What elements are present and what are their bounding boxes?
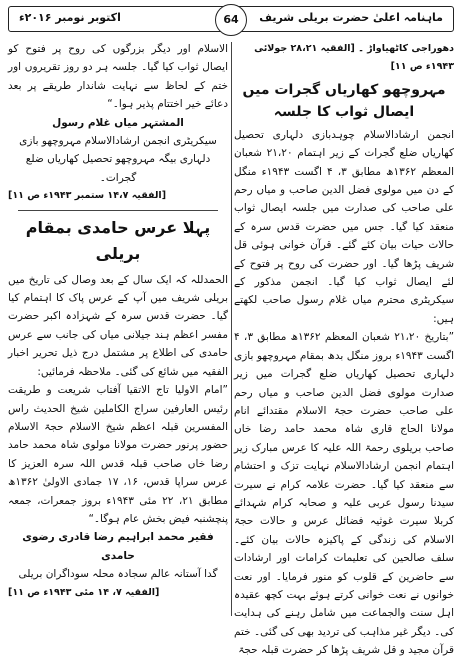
paragraph-urs-announcement: ”امام الاولیا تاج الاتقیا آفتاب شریعت و طریقت رئیس العارفین سراج الکاملین شیخ الحدیث راس المفسرین قبلہ اعظم شیخ الاسلام حجۃ الاسلام حضور پرنور حضرت مولانا مولوی شاہ محمد حامد رضا خاں صاحب قبلہ قدس اللہ سرہ العزیز کا عرس سراپا قدس، ۱۶، ۱۷ جمادی الاولیٰ ۱۳۶۲ھ مطابق ۲۱، ۲۲ مئی ۱۹۴۳ء بروز جمعرات، جمعہ پنچشنبہ فیض بخش عام ہوگا۔“ (8, 384, 228, 525)
reference-2: [الفقیہ ۷، ۱۴ مئی ۱۹۴۳ء ص ۱۱] (8, 586, 160, 598)
signature-2-name: فقیر محمد ابراہیم رضا قادری رضوی حامدی (22, 531, 214, 562)
paragraph-urs-intro: الحمدللہ کہ ایک سال کے بعد وصال کی تاریخ میں بریلی شریف میں آپ کے عرس پاک کا اہتمام کیا گیا۔ حضرت قدس سرہ کے شہزادہ اکبر حضرت مفسر اعظم ہند جیلانی میاں کی جانب سے عرس حامدی کی اطلاع پر مشتمل درج ذیل تحریر اخبار الفقیہ میں شائع کی گئی۔ ملاحظہ فرمائیں: (8, 273, 228, 378)
section-rule (18, 210, 218, 211)
magazine-title: ماہنامہ اعلیٰ حضرت بریلی شریف (259, 11, 443, 24)
paragraph-intro: انجمن ارشادالاسلام چوہدبازی دلہاری تحصیل کھاریاں ضلع گجرات کے زیر اہتمام ۲۱،۲۰ شعبان المعظم ۱۳۶۲ھ مطابق ۳، ۴ اگست ۱۹۴۳ء منگل کے دن میں مولوی فضل الدین صاحب و میاں رحم علی صاحب کی صدارت میں جلسہ ایصال ثواب منعقد کیا گیا۔ جس میں حضرت قدس سرہ کے حالات حیات بیان کئے گئے۔ قرآن خوانی ہوئی قل شریف پڑھا گیا۔ اور حضرت کی روح پر فتوح کے لئے ایصال ثواب کیا گیا۔ انجمن مذکور کے سیکریٹری محترم میاں غلام رسول صاحب لکھتے ہیں: (234, 128, 455, 325)
signature-name: المشتہر میاں غلام رسول (52, 116, 184, 129)
urs-heading: پہلا عرس حامدی بمقام بریلی (25, 217, 211, 263)
column-divider (231, 42, 232, 616)
page-header (8, 6, 454, 32)
section-heading: مہروچھو کھاریاں گجرات میں ایصال ثواب کا جلسہ (242, 81, 446, 120)
signature-title: سیکریٹری انجمن ارشادالاسلام مہروچھو بازی دلہاری بیگہ مہروچھو تحصیل کھاریاں ضلع گجرات۔ (19, 135, 217, 184)
right-column (234, 40, 455, 657)
paragraph-continuation: الاسلام اور دیگر بزرگوں کی روح پر فتوح کو ایصال ثواب کیا گیا۔ جلسہ ہر دو روز تقریروں اور ختم کے لحاظ سے نہایت شاندار طریقے پر بعد دعائے خیر اختتام پذیر ہوا۔“ (8, 43, 228, 111)
paragraph-quote: ”بتاریخ ۲۱،۲۰ شعبان المعظم ۱۳۶۲ھ مطابق ۳، ۴ اگست ۱۹۴۳ء بروز منگل بدھ بمقام مہروچھو بازی دلہاری تحصیل کھاریاں ضلع گجرات میں زیر صدارت مولوی فضل الدین صاحب و میاں رحم علی صاحب حضرت حجۃ الاسلام مقتدائے انام مولانا الحاج قاری شاہ محمد حامد رضا خاں صاحب بریلوی رحمۃ اللہ علیہ کا عرس مبارک زیر اہتمام انجمن ارشادالاسلام نہایت تزک و احتشام سے منعقد کیا گیا۔ حضرت علامہ کرام نے سیرت سیدنا رسول عربی علیہ و صحابہ کرام شہدائے کربلا سیرت غوثیہ فضائل عرس و حالات حجۃ الاسلام کی زندگی کے پاکیزہ حالات بیان کئے۔ سلف صالحین کی تعلیمات کرامات اور ارشادات سے حاضرین کے قلوب کو منور فرمایا۔ اور نعت خوانوں نے نعت خوانی کرتے ہوئے بہت کچھ عقیدہ اہل سنت والجماعت میں شامل رہنے کی ہدایت کی۔ دیگر غیر مذاہب کی تردید بھی کی گئی۔ ختم قرآن مجید و قل شریف پڑھا کر حضرت قبلہ حجۃ (234, 331, 455, 657)
signature-2-title: گدا آستانہ عالم سجادہ محلہ سوداگران بریلی (18, 568, 218, 581)
page-number: 64 (215, 4, 247, 36)
reference-1: [الفقیہ ۱۴،۷ ستمبر ۱۹۴۳ء ص ۱۱] (8, 190, 167, 202)
issue-date: اکتوبر نومبر ۲۰۱۶ء (19, 11, 121, 24)
reference-top: دھوراجی کاٹھیاواڑ ۔ [الفقیہ ۲۸،۲۱ جولائی ۱۹۴۳ء ص ۱۱] (254, 43, 454, 73)
left-column (8, 40, 228, 618)
